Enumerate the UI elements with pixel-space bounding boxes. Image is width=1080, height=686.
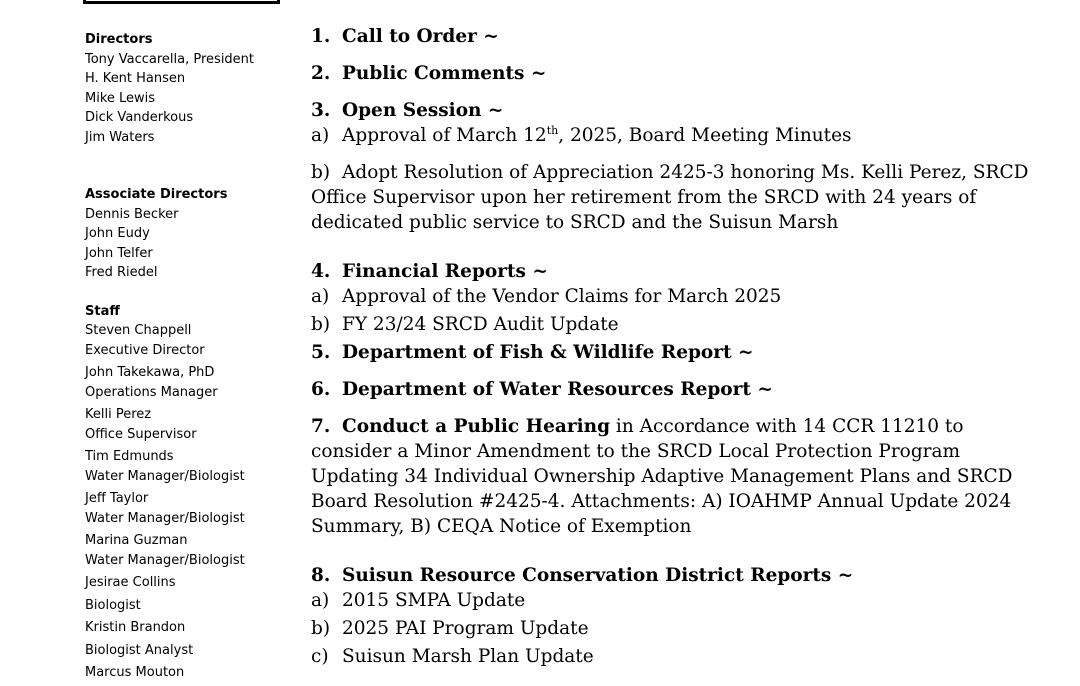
directors-heading: Directors — [85, 32, 153, 47]
agenda-subitem — [311, 644, 1011, 669]
subitem-label: a) — [311, 125, 330, 146]
agenda-item-line: Board Resolution #2425-4. Attachments: A) IOAHMP Annual Update 2024 — [311, 491, 1012, 512]
subitem-label: a) — [311, 590, 330, 611]
subitem-label: a) — [311, 286, 330, 307]
agenda-item-number: 6. — [311, 379, 331, 400]
staff-entry — [85, 573, 285, 593]
staff-entry — [85, 489, 285, 528]
letterhead-logo-frame — [83, 0, 280, 4]
agenda-item-title: Conduct a Public Hearing — [342, 416, 611, 437]
staff-name: Jesirae Collins — [85, 575, 176, 590]
staff-name: Jeff Taylor — [85, 491, 149, 506]
agenda-item-title: Public Comments ~ — [342, 63, 547, 84]
agenda-item-number: 1. — [311, 26, 331, 47]
sidebar-roster — [85, 30, 285, 686]
staff-title: Water Manager/Biologist — [85, 552, 245, 568]
subitem-text: Adopt Resolution of Appreciation 2425-3 honoring Ms. Kelli Perez, SRCD — [342, 162, 1029, 183]
associate-directors-heading: Associate Directors — [85, 187, 228, 202]
agenda-subitem — [311, 616, 1011, 641]
agenda-subitem — [311, 284, 1011, 309]
subitem-text: 2015 SMPA Update — [342, 590, 526, 611]
subitem-label: c) — [311, 646, 329, 667]
agenda-subitem — [311, 123, 1011, 148]
agenda-item-1 — [311, 24, 1011, 49]
staff-entry — [85, 321, 285, 360]
staff-name: Marcus Mouton — [85, 665, 185, 680]
staff-name: Kristin Brandon — [85, 620, 186, 635]
director-name: Dick Vanderkous — [85, 110, 194, 125]
agenda-item-title: Open Session ~ — [342, 100, 504, 121]
agenda-item-line: consider a Minor Amendment to the SRCD Local Protection Program — [311, 441, 961, 462]
agenda-item-7 — [311, 414, 1011, 539]
staff-entry — [85, 618, 285, 638]
staff-entry — [85, 447, 285, 486]
staff-heading: Staff — [85, 303, 120, 319]
staff-entry — [85, 663, 285, 683]
agenda-item-4 — [311, 259, 1011, 337]
subitem-line — [311, 160, 1029, 185]
ordinal-suffix: th — [546, 123, 559, 137]
staff-entry — [85, 596, 285, 616]
agenda-item-line: Summary, B) CEQA Notice of Exemption — [311, 516, 692, 537]
staff-title: Water Manager/Biologist — [85, 510, 245, 526]
agenda-item-3 — [311, 98, 1029, 235]
agenda-item-number: 7. — [311, 416, 331, 437]
agenda-item-title: Call to Order ~ — [342, 26, 499, 47]
agenda-item-number: 2. — [311, 63, 331, 84]
staff-name: Biologist — [85, 597, 141, 613]
agenda-subitem — [311, 160, 1029, 235]
subitem-text-cont: , 2025, Board Meeting Minutes — [558, 125, 852, 146]
director-name: H. Kent Hansen — [85, 71, 186, 86]
subitem-label: b) — [311, 618, 331, 639]
agenda-item-heading — [311, 414, 1011, 439]
agenda-subitem — [311, 312, 1011, 337]
agenda-item-heading — [311, 563, 1011, 588]
associate-director-name: John Eudy — [85, 226, 150, 241]
staff-name: Tim Edmunds — [85, 449, 174, 464]
subitem-text: FY 23/24 SRCD Audit Update — [342, 314, 619, 335]
staff-title: Office Supervisor — [85, 426, 197, 442]
agenda-item-title: Financial Reports ~ — [342, 261, 548, 282]
subitem-text: Approval of the Vendor Claims for March 2025 — [342, 286, 782, 307]
subitem-text: Approval of March 12 — [342, 125, 547, 146]
agenda-item-6 — [311, 377, 1011, 402]
staff-name: Marina Guzman — [85, 533, 188, 548]
agenda-item-text: in Accordance with 14 CCR 11210 to — [610, 416, 964, 437]
director-name: Mike Lewis — [85, 90, 156, 106]
staff-entry — [85, 363, 285, 402]
associate-director-name: Fred Riedel — [85, 265, 158, 280]
staff-name: John Takekawa, PhD — [85, 365, 215, 380]
agenda-item-title: Suisun Resource Conservation District Reports ~ — [342, 565, 854, 586]
agenda-item-title: Department of Fish & Wildlife Report ~ — [342, 342, 754, 363]
agenda-item-number: 5. — [311, 342, 331, 363]
staff-name: Steven Chappell — [85, 323, 192, 338]
agenda-item-5 — [311, 340, 1011, 365]
agenda-list — [311, 24, 1029, 669]
associate-director-name: Dennis Becker — [85, 206, 179, 222]
staff-title: Water Manager/Biologist — [85, 468, 245, 484]
director-name: Jim Waters — [85, 129, 155, 145]
staff-title: Operations Manager — [85, 384, 218, 400]
subitem-label: b) — [311, 162, 331, 183]
director-name: Tony Vaccarella, President — [85, 51, 255, 67]
staff-entry — [85, 405, 285, 444]
agenda-item-line: Updating 34 Individual Ownership Adaptive Management Plans and SRCD — [311, 466, 1013, 487]
agenda-item-heading — [311, 259, 1011, 284]
agenda-item-number: 3. — [311, 100, 331, 121]
staff-name: Kelli Perez — [85, 407, 152, 422]
subitem-text: 2025 PAI Program Update — [342, 618, 589, 639]
staff-entry — [85, 531, 285, 570]
subitem-line: dedicated public service to SRCD and the Suisun Marsh — [311, 212, 839, 233]
subitem-line: Office Supervisor upon her retirement from the SRCD with 24 years of — [311, 187, 977, 208]
staff-entry — [85, 641, 285, 661]
staff-name: Biologist Analyst — [85, 642, 194, 658]
associate-director-name: John Telfer — [85, 245, 153, 261]
agenda-item-heading — [311, 98, 1011, 123]
subitem-text: Suisun Marsh Plan Update — [342, 646, 594, 667]
agenda-item-number: 8. — [311, 565, 331, 586]
subitem-label: b) — [311, 314, 331, 335]
agenda-subitem — [311, 588, 1011, 613]
agenda-item-2 — [311, 61, 1011, 86]
agenda-item-title: Department of Water Resources Report ~ — [342, 379, 773, 400]
staff-title: Executive Director — [85, 342, 205, 358]
agenda-item-number: 4. — [311, 261, 331, 282]
agenda-item-8 — [311, 563, 1011, 669]
